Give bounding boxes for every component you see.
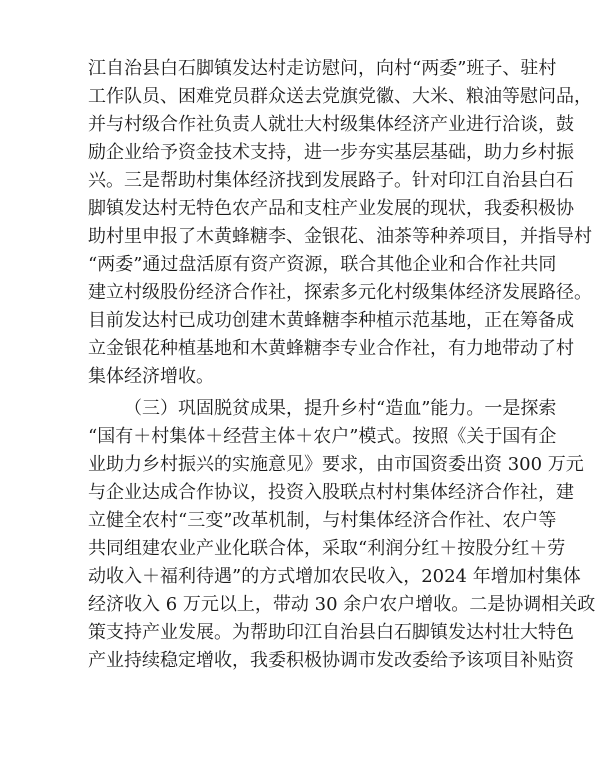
paragraph-line: 动收入＋福利待遇”的方式增加农民收入，2024 年增加村集体: [88, 566, 581, 587]
paragraph-line: 并与村级合作社负责人就壮大村级集体经济产业进行洽谈，鼓: [88, 114, 574, 135]
paragraph-line: 脚镇发达村无特色农产品和支柱产业发展的现状，我委积极协: [88, 198, 574, 219]
paragraph-line: 励企业给予资金技术支持，进一步夯实基层基础，助力乡村振: [88, 142, 574, 163]
paragraph-line: 助村里申报了木黄蜂糖李、金银花、油茶等种养项目，并指导村: [88, 226, 592, 247]
paragraph-line: 立健全农村“三变”改革机制，与村集体经济合作社、农户等: [88, 510, 557, 531]
paragraph-line: 业助力乡村振兴的实施意见》要求，由市国资委出资 300 万元: [88, 454, 584, 475]
paragraph-line: 经济收入 6 万元以上，带动 30 余户农户增收。二是协调相关政: [88, 594, 595, 615]
paragraph-line: 建立村级股份经济合作社，探索多元化村级集体经济发展路径。: [88, 282, 592, 303]
paragraph-line: 江自治县白石脚镇发达村走访慰问，向村“两委”班子、驻村: [88, 58, 557, 79]
paragraph-line: 与企业达成合作协议，投资入股联点村村集体经济合作社，建: [88, 482, 574, 503]
paragraph-line: 目前发达村已成功创建木黄蜂糖李种植示范基地，正在筹备成: [88, 310, 574, 331]
paragraph-line: （三）巩固脱贫成果，提升乡村“造血”能力。一是探索: [124, 398, 557, 419]
paragraph-line: 兴。三是帮助村集体经济找到发展路子。针对印江自治县白石: [88, 170, 574, 191]
paragraph-line: 产业持续稳定增收，我委积极协调市发改委给予该项目补贴资: [88, 650, 574, 671]
paragraph-line: 集体经济增收。: [88, 366, 214, 387]
paragraph-line: 共同组建农业产业化联合体，采取“利润分红＋按股分红＋劳: [88, 538, 566, 559]
paragraph-line: “两委”通过盘活原有资产资源，联合其他企业和合作社共同: [88, 254, 557, 275]
paragraph-line: 立金银花种植基地和木黄蜂糖李专业合作社，有力地带动了村: [88, 338, 574, 359]
paragraph-line: 工作队员、困难党员群众送去党旗党徽、大米、粮油等慰问品，: [88, 86, 592, 107]
paragraph-line: “国有＋村集体＋经营主体＋农户”模式。按照《关于国有企: [88, 426, 557, 447]
paragraph-line: 策支持产业发展。为帮助印江自治县白石脚镇发达村壮大特色: [88, 622, 574, 643]
